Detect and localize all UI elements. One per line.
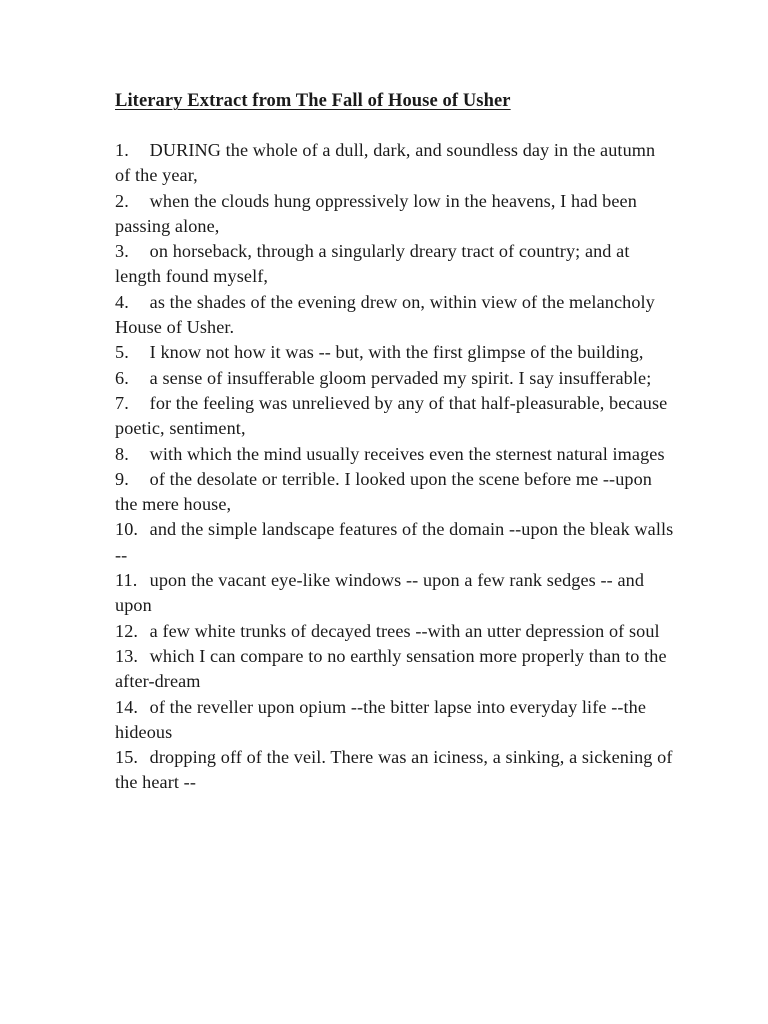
extract-line-13 — [115, 644, 675, 695]
line-text: and the simple landscape features of the domain --upon the bleak walls -- — [115, 519, 674, 565]
extract-line-11 — [115, 568, 675, 619]
line-number: 11. — [115, 570, 138, 591]
line-text: with which the mind usually receives even the sternest natural images — [149, 443, 665, 464]
extract-line-10 — [115, 517, 675, 568]
line-text: upon the vacant eye-like windows -- upon a few rank sedges -- and upon — [115, 570, 645, 616]
extract-line-15 — [115, 745, 675, 796]
extract-line-14 — [115, 695, 675, 746]
line-number: 4. — [115, 291, 129, 312]
line-text: on horseback, through a singularly dreary tract of country; and at length found myself, — [115, 241, 630, 287]
line-text: DURING the whole of a dull, dark, and soundless day in the autumn of the year, — [115, 140, 656, 186]
line-number: 5. — [115, 342, 129, 363]
line-number: 8. — [115, 443, 129, 464]
document-page — [115, 88, 675, 793]
line-text: a few white trunks of decayed trees --with an utter depression of soul — [149, 620, 660, 641]
line-text: of the reveller upon opium --the bitter lapse into everyday life --the hideous — [115, 696, 647, 742]
line-number: 7. — [115, 392, 129, 413]
line-text: when the clouds hung oppressively low in the heavens, I had been passing alone, — [115, 190, 637, 236]
line-number: 12. — [115, 620, 139, 641]
extract-line-1 — [115, 138, 675, 189]
document-title: Literary Extract from The Fall of House of Usher — [115, 91, 511, 111]
extract-line-6 — [115, 366, 675, 391]
line-number: 2. — [115, 190, 129, 211]
line-text: a sense of insufferable gloom pervaded my spirit. I say insufferable; — [149, 367, 652, 388]
line-text: dropping off of the veil. There was an iciness, a sinking, a sickening of the heart -- — [115, 747, 673, 793]
line-number: 9. — [115, 468, 129, 489]
line-number: 14. — [115, 696, 139, 717]
extract-line-9 — [115, 467, 675, 518]
line-text: of the desolate or terrible. I looked upon the scene before me --upon the mere house, — [115, 468, 652, 515]
extract-line-2 — [115, 189, 675, 240]
extract-lines — [115, 138, 675, 796]
extract-line-4 — [115, 290, 675, 341]
line-text: which I can compare to no earthly sensation more properly than to the after-dream — [115, 645, 667, 692]
line-number: 6. — [115, 367, 129, 388]
line-text: for the feeling was unrelieved by any of that half-pleasurable, because poetic, sentiment, — [115, 392, 668, 439]
extract-line-8 — [115, 442, 675, 467]
line-number: 1. — [115, 140, 129, 160]
extract-line-7 — [115, 391, 675, 442]
extract-line-5 — [115, 340, 675, 365]
line-number: 10. — [115, 519, 139, 540]
line-number: 3. — [115, 241, 129, 262]
line-number: 15. — [115, 747, 139, 768]
line-text: I know not how it was -- but, with the first glimpse of the building, — [149, 342, 644, 363]
extract-line-3 — [115, 239, 675, 290]
line-text: as the shades of the evening drew on, within view of the melancholy House of Usher. — [115, 291, 655, 338]
line-number: 13. — [115, 645, 139, 666]
extract-line-12 — [115, 619, 675, 644]
